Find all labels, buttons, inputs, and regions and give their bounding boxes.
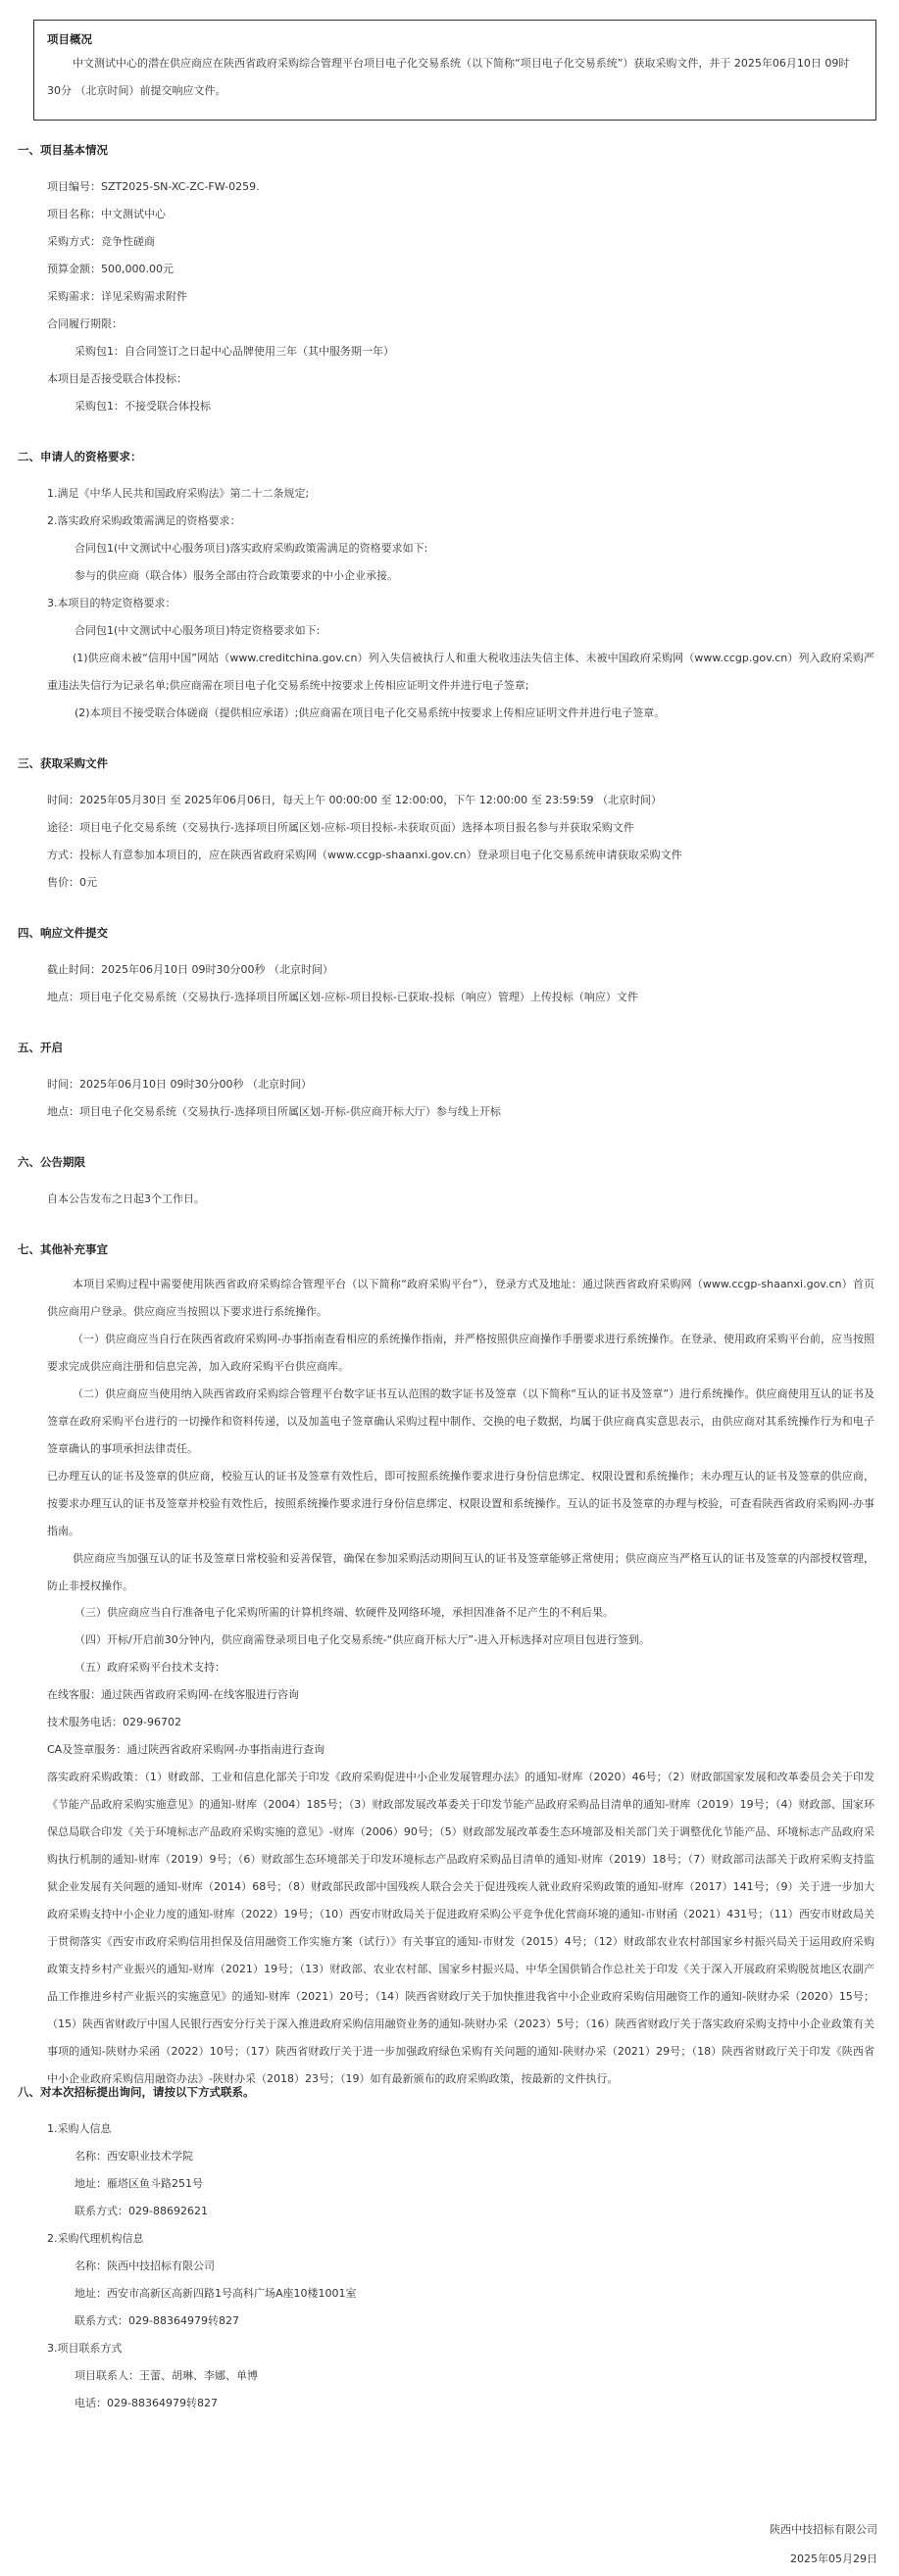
section-8-title: 八、对本次招标提出询问，请按以下方式联系。 [18,2085,255,2099]
qualification-1: 1.满足《中华人民共和国政府采购法》第二十二条规定; [47,487,310,500]
procurement-requirements: 采购需求：详见采购需求附件 [47,290,187,303]
agency-name: 名称：陕西中技招标有限公司 [75,2260,215,2272]
contract-term-label: 合同履行期限： [47,317,123,330]
platform-item-2-cert: 已办理互认的证书及签章的供应商，校验互认的证书及签章有效性后，即可按照系统操作要求进行身份信息绑定、权限设置和系统操作；未办理互认的证书及签章的供应商，按要求办理互认的证书及签章并校验有效性后，按照系统操作要求进行身份信息绑定、权限设置和系统操作。互认的证书及签章的办理与校验，可查看陕西省政府采购网-办事指南。 [47,1470,874,1537]
notice-period: 自本公告发布之日起3个工作日。 [47,1192,205,1205]
section-1-title: 一、项目基本情况 [18,143,108,157]
purchaser-name: 名称：西安职业技术学院 [75,2150,193,2163]
platform-intro: 本项目采购过程中需要使用陕西省政府采购综合管理平台（以下简称“政府采购平台”），登录方式及地址：通过陕西省政府采购网（www.ccgp-shaanxi.gov.cn）首页供应商用户登录。供应商应当按照以下要求进行系统操作。 [47,1278,874,1318]
qualification-3-item-2: (2)本项目不接受联合体磋商（提供相应承诺）;供应商需在项目电子化交易系统中按要求上传相应证明文件并进行电子签章。 [75,706,666,719]
platform-item-3: （三）供应商应当自行准备电子化采购所需的计算机终端、软硬件及网络环境，承担因准备不足产生的不利后果。 [75,1606,614,1619]
project-number: 项目编号：SZT2025-SN-XC-ZC-FW-0259. [47,180,260,193]
section-3-title: 三、获取采购文件 [18,756,108,770]
platform-item-2-care: 供应商应当加强互认的证书及签章日常校验和妥善保管，确保在参加采购活动期间互认的证书及签章能够正常使用；供应商应当严格互认的证书及签章的内部授权管理，防止非授权操作。 [47,1552,874,1592]
section-2-title: 二、申请人的资格要求： [18,450,142,463]
section-5-title: 五、开启 [18,1041,63,1054]
agency-address: 地址：西安市高新区高新四路1号高科广场A座10楼1001室 [75,2287,357,2300]
opening-time: 时间：2025年06月10日 09时30分00秒 （北京时间） [47,1078,312,1091]
project-name: 项目名称：中文测试中心 [47,208,166,220]
procurement-method: 采购方式：竞争性磋商 [47,235,155,248]
purchaser-address: 地址：雁塔区鱼斗路251号 [75,2177,203,2190]
support-ca: CA及签章服务：通过陕西省政府采购网-办事指南进行查询 [47,1743,325,1756]
qualification-3: 3.本项目的特定资格要求： [47,597,176,609]
support-online: 在线客服：通过陕西省政府采购网-在线客服进行咨询 [47,1688,299,1701]
overview-text: 中文测试中心的潜在供应商应在陕西省政府采购综合管理平台项目电子化交易系统（以下简称“项目电子化交易系统”）获取采购文件，并于 2025年06月10日 09时30分 （北京时间）前提交响应文件。 [47,57,850,97]
qualification-3-item-1: (1)供应商未被“信用中国”网站（www.creditchina.gov.cn）列入失信被执行人和重大税收违法失信主体、未被中国政府采购网（www.ccgp.gov.cn）列入政府采购严重违法失信行为记录名单;供应商需在项目电子化交易系统中按要求上传相应证明文件并进行电子签章; [47,652,874,692]
platform-item-2: （二）供应商应当使用纳入陕西省政府采购综合管理平台数字证书互认范围的数字证书及签章（以下简称“互认的证书及签章”）进行系统操作。供应商使用互认的证书及签章在政府采购平台进行的一切操作和资料传递，以及加盖电子签章确认采购过程中制作、交换的电子数据，均属于供应商真实意思表示，由供应商对其系统操作行为和电子签章确认的事项承担法律责任。 [47,1387,874,1455]
submission-deadline: 截止时间：2025年06月10日 09时30分00秒 （北京时间） [47,963,333,976]
contract-term-package1: 采购包1：自合同签订之日起中心品牌使用三年（其中服务期一年） [75,345,394,358]
opening-location: 地点：项目电子化交易系统（交易执行-选择项目所属区划-开标-供应商开标大厅）参与线上开标 [47,1105,501,1118]
platform-item-4: （四）开标/开启前30分钟内，供应商需登录项目电子化交易系统-“供应商开标大厅”-进入开标选择对应项目包进行签到。 [75,1633,651,1646]
qualification-2-package: 合同包1(中文测试中心服务项目)落实政府采购政策需满足的资格要求如下: [75,542,428,555]
platform-item-5: （五）政府采购平台技术支持： [75,1661,225,1674]
project-contact-persons: 项目联系人：王蕾、胡琳、李娜、单博 [75,2369,258,2382]
budget-amount: 预算金额：500,000.00元 [47,263,174,275]
submission-location: 地点：项目电子化交易系统（交易执行-选择项目所属区划-应标-项目投标-已获取-投标（响应）管理）上传投标（响应）文件 [47,991,638,1003]
acquire-route: 途径：项目电子化交易系统（交易执行-选择项目所属区划-应标-项目投标-未获取页面）选择本项目报名参与并获取采购文件 [47,821,634,834]
procurement-policies: 落实政府采购政策：（1）财政部、工业和信息化部关于印发《政府采购促进中小企业发展管理办法》的通知-财库（2020）46号；（2）财政部国家发展和改革委员会关于印发《节能产品政府采购实施意见》的通知-财库（2004）185号；（3）财政部发展改革委关于印发节能产品政府采购品目清单的通知-财库（2019）19号；（4）财政部、国家环保总局联合印发《关于环境标志产品政府采购实施的意见》-财库（2006）90号；（5）财政部发展改革委生态环境部及相关部门关于调整优化节能产品、环境标志产品政府采购执行机制的通知-财库（2019）9号；（6）财政部生态环境部关于印发环境标志产品政府采购品目清单的通知-财库（2019）18号；（7）财政部司法部关于政府采购支持监狱企业发展有关问题的通知-财库（2014）68号；（8）财政部民政部中国残疾人联合会关于促进残疾人就业政府采购政策的通知-财库（2017）141号；（9）关于进一步加大政府采购支持中小企业力度的通知-财库（2022）19号；（10）西安市财政局关于促进政府采购公平竞争优化营商环境的通知-市财函（2021）431号；（11）西安市财政局关于贯彻落实《西安市政府采购信用担保及信用融资工作实施方案（试行）》有关事宜的通知-市财发（2015）4号；（12）财政部农业农村部国家乡村振兴局关于运用政府采购政策支持乡村产业振兴的通知-财库（2021）19号；（13）财政部、农业农村部、国家乡村振兴局、中华全国供销合作总社关于印发《关于深入开展政府采购脱贫地区农副产品工作推进乡村产业振兴的实施意见》的通知-财库（2021）20号；（14）陕西省财政厅关于加快推进我省中小企业政府采购信用融资工作的通知-陕财办采（2020）15号；（15）陕西省财政厅中国人民银行西安分行关于深入推进政府采购信用融资业务的通知-陕财办采（2023）5号；（16）陕西省财政厅关于落实政府采购支持中小企业政策有关事项的通知-陕财办采函（2022）10号；（17）陕西省财政厅关于进一步加强政府绿色采购有关问题的通知-陕财办采（2021）29号；（18）陕西省财政厅关于印发《陕西省中小企业政府采购信用融资办法》-陕财办采（2018）23号；（19）如有最新颁布的政府采购政策，按最新的文件执行。 [47,1771,874,2085]
agency-contact: 联系方式：029-88364979转827 [75,2314,239,2327]
acquire-price: 售价：0元 [47,876,97,889]
acquire-method: 方式：投标人有意参加本项目的，应在陕西省政府采购网（www.ccgp-shaanxi.gov.cn）登录项目电子化交易系统申请获取采购文件 [47,849,682,861]
support-phone: 技术服务电话：029-96702 [47,1716,181,1728]
qualification-2-detail: 参与的供应商（联合体）服务全部由符合政策要求的中小企业承接。 [75,569,398,582]
consortium-label: 本项目是否接受联合体投标： [47,372,187,385]
platform-item-1: （一）供应商应当自行在陕西省政府采购网-办事指南查看相应的系统操作指南，并严格按照供应商操作手册要求进行系统操作。在登录、使用政府采购平台前，应当按照要求完成供应商注册和信息完善，加入政府采购平台供应商库。 [47,1333,874,1373]
section-6-title: 六、公告期限 [18,1155,85,1169]
qualification-2: 2.落实政府采购政策需满足的资格要求： [47,514,241,527]
signature-org: 陕西中技招标有限公司 [770,2523,877,2536]
agency-heading: 2.采购代理机构信息 [47,2232,144,2245]
project-contact-phone: 电话：029-88364979转827 [75,2397,218,2409]
consortium-package1: 采购包1：不接受联合体投标 [75,400,211,413]
overview-box [33,20,876,121]
section-4-title: 四、响应文件提交 [18,926,108,940]
project-contact-heading: 3.项目联系方式 [47,2342,123,2355]
acquire-time: 时间：2025年05月30日 至 2025年06月06日，每天上午 00:00:00 至 12:00:00，下午 12:00:00 至 23:59:59 （北京时间） [47,794,663,806]
purchaser-contact: 联系方式：029-88692621 [75,2205,208,2217]
purchaser-heading: 1.采购人信息 [47,2122,112,2135]
signature-date: 2025年05月29日 [790,2552,877,2565]
qualification-3-package: 合同包1(中文测试中心服务项目)特定资格要求如下: [75,624,321,637]
overview-title: 项目概况 [47,32,92,46]
section-7-title: 七、其他补充事宜 [18,1242,108,1256]
